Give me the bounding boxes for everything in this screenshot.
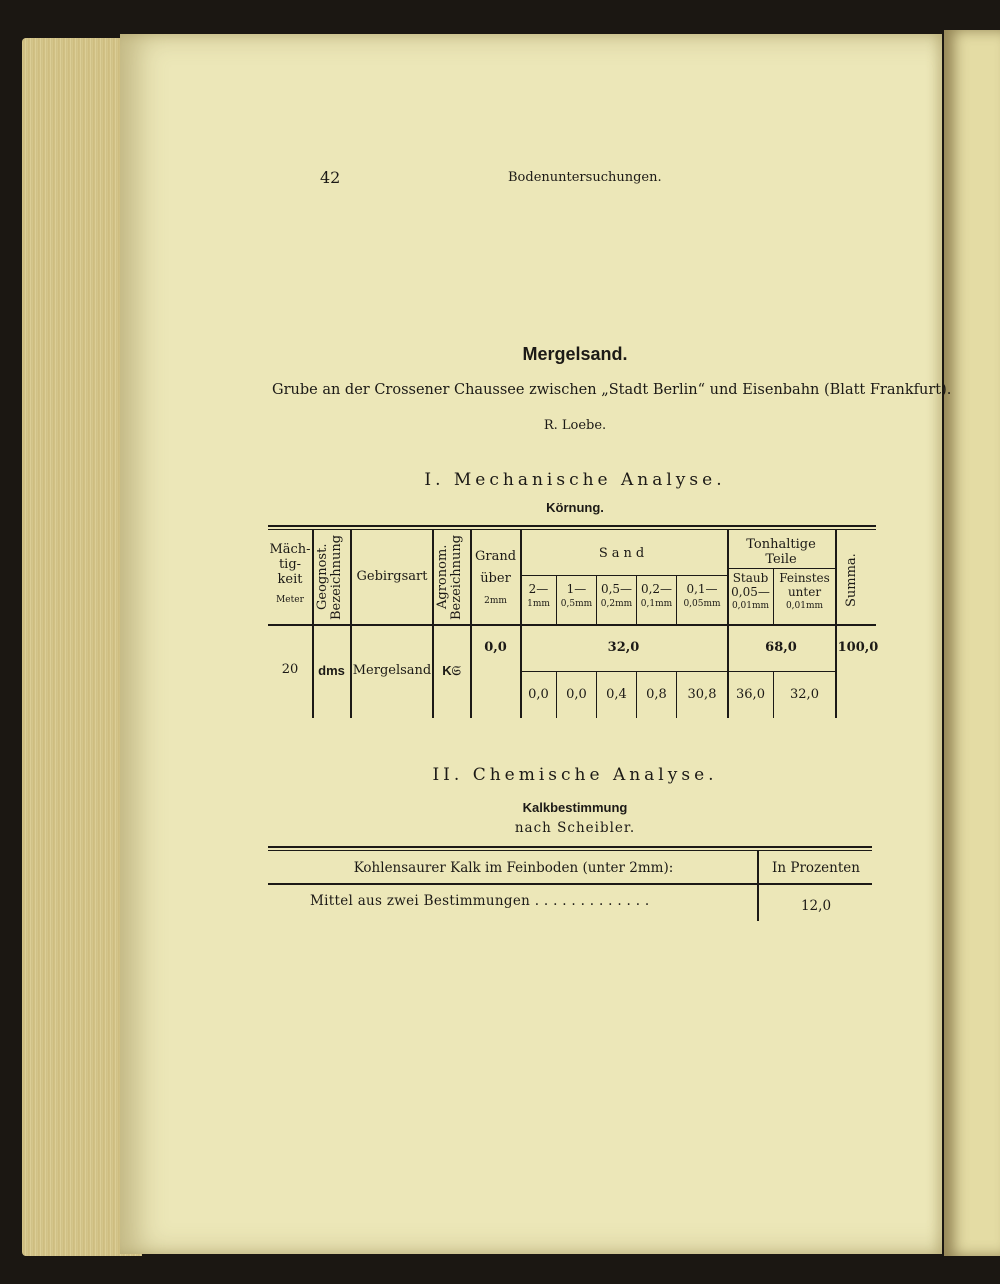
page-title: Mergelsand.: [522, 344, 628, 364]
cell-agronom: K𝔖: [442, 663, 461, 678]
header-sand: Sand: [598, 546, 649, 561]
header-sand-sub: 0,5— 0,2mm: [600, 582, 633, 609]
header-sand-sub: 0,2— 0,1mm: [640, 582, 673, 609]
cell-sand-value: 0,8: [646, 687, 667, 702]
header-agronom: Agronom. Bezeichnung: [435, 534, 464, 620]
cell-geognost: dms: [318, 663, 345, 678]
cell-sand-total: 32,0: [607, 640, 640, 655]
cell-sand-value: 0,0: [528, 687, 549, 702]
cell-ton-value: 32,0: [790, 687, 819, 702]
header-sand-sub: 2— 1mm: [527, 582, 550, 609]
header-gebirgsart: Gebirgsart: [356, 569, 428, 584]
section1-subheading: Körnung.: [546, 500, 604, 515]
section2-method: nach Scheibler.: [514, 820, 636, 836]
header-summa: Summa.: [844, 553, 859, 607]
section2-heading: II. Chemische Analyse.: [432, 765, 718, 785]
cell-sand-value: 0,0: [566, 687, 587, 702]
cell-ton-value: 36,0: [736, 687, 765, 702]
subtitle: Grube an der Crossener Chaussee zwischen „Stadt Berlin“ und Eisenbahn (Blatt Frankfurt).: [272, 382, 952, 398]
section2-subheading: Kalkbestimmung: [522, 800, 628, 815]
cell-maechtigkeit: 20: [281, 662, 299, 677]
cell-gebirgsart: Mergelsand: [352, 663, 432, 678]
running-title: Bodenuntersuchungen.: [508, 170, 662, 185]
table2-row-value: 12,0: [800, 898, 832, 914]
cell-summa: 100,0: [837, 640, 879, 655]
table2-col2-header: In Prozenten: [772, 860, 860, 876]
header-sand-sub: 0,1— 0,05mm: [683, 582, 721, 609]
cell-grand: 0,0: [484, 640, 507, 655]
header-feinstes: Feinstes unter 0,01mm: [779, 571, 830, 611]
table2-col1-header: Kohlensaurer Kalk im Feinboden (unter 2mm):: [353, 860, 674, 876]
header-geognost: Geognost. Bezeichnung: [315, 534, 344, 620]
section1-heading: I. Mechanische Analyse.: [424, 470, 726, 490]
header-sand-sub: 1— 0,5mm: [560, 582, 593, 609]
page-number: 42: [320, 168, 341, 187]
header-tonhaltige: Tonhaltige Teile: [746, 537, 816, 567]
cell-sand-value: 0,4: [606, 687, 627, 702]
adjacent-page: [944, 30, 1000, 1256]
table2-row-label: Mittel aus zwei Bestimmungen . . . . . . . . . . . . .: [310, 893, 650, 909]
author: R. Loebe.: [543, 418, 607, 433]
cell-ton-total: 68,0: [765, 640, 797, 655]
header-grand: Grand über 2mm: [474, 549, 517, 606]
cell-sand-value: 30,8: [687, 687, 717, 702]
header-staub: Staub 0,05— 0,01mm: [731, 571, 770, 611]
header-maechtigkeit: Mäch- tig- keit Meter: [269, 542, 311, 605]
